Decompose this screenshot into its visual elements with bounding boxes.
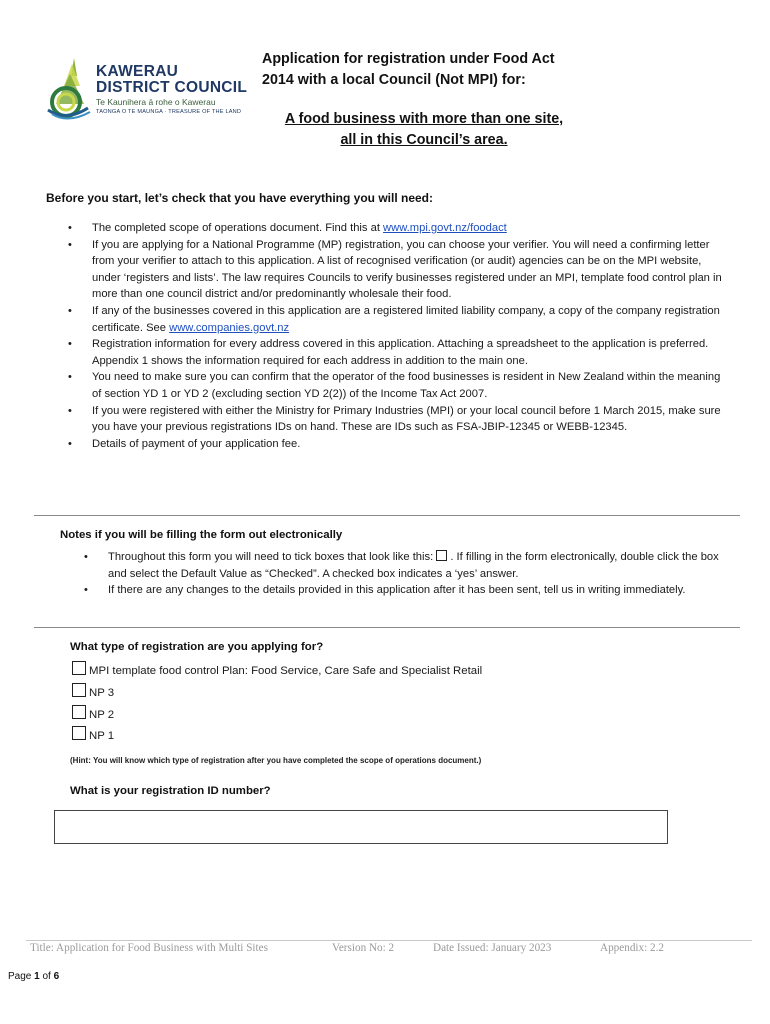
example-checkbox-icon — [436, 550, 447, 561]
option-mpi-template: MPI template food control Plan: Food Service, Care Safe and Specialist Retail — [72, 661, 482, 679]
checklist — [68, 220, 728, 452]
registration-id-heading: What is your registration ID number? — [70, 785, 271, 797]
section-divider — [34, 627, 740, 628]
footer-appendix: Appendix: 2.2 — [600, 942, 665, 954]
logo-tagline: TAONGA O TE MAUNGA · TREASURE OF THE LAND — [96, 109, 242, 115]
checkbox-np3[interactable] — [72, 683, 86, 697]
form-title-line2: 2014 with a local Council (Not MPI) for: — [262, 72, 526, 88]
checkbox-np1[interactable] — [72, 726, 86, 740]
option-np1: NP 1 — [72, 726, 114, 744]
checklist-item: • The completed scope of operations document. Find this at www.mpi.govt.nz/foodact — [68, 222, 507, 234]
registration-id-field[interactable] — [54, 810, 668, 844]
form-subtitle-line1: A food business with more than one site, — [284, 111, 564, 127]
logo-name-line2: DISTRICT COUNCIL — [96, 79, 248, 96]
option-np2: NP 2 — [72, 705, 114, 723]
checkbox-mpi-template[interactable] — [72, 661, 86, 675]
option-np3: NP 3 — [72, 683, 114, 701]
footer-title: Title: Application for Food Business with Multi Sites — [30, 942, 268, 954]
companies-office-link[interactable]: www.companies.govt.nz — [169, 321, 290, 334]
notes-item: • Throughout this form you will need to tick boxes that look like this: . If filling in the form electronically, double click the box and select the Default Value as “Checked”. A checked box indicates a ‘yes’ answer. — [84, 551, 719, 580]
registration-type-heading: What type of registration are you applying for? — [70, 641, 324, 653]
footer-version: Version No: 2 — [332, 942, 395, 954]
registration-hint: (Hint: You will know which type of registration after you have completed the scope of operations document.) — [70, 756, 482, 765]
section-divider — [34, 515, 740, 516]
checklist-item: • If any of the businesses covered in this application are a registered limited liability company, a copy of the company registration certificate. See www.companies.govt.nz — [68, 304, 720, 334]
notes-list — [84, 549, 724, 599]
form-title-line1: Application for registration under Food Act — [262, 51, 555, 67]
checklist-item: • Registration information for every address covered in this application. Attaching a spreadsheet to the application is preferred. Appendix 1 shows the information required for each address in addition to the main one. — [68, 338, 709, 367]
logo-maori-name: Te Kaunihera ā rohe o Kawerau — [96, 97, 216, 107]
mpi-foodact-link[interactable]: www.mpi.govt.nz/foodact — [383, 222, 507, 234]
logo-name-line1: KAWERAU — [96, 63, 179, 80]
checklist-item: • You need to make sure you can confirm that the operator of the food businesses is resident in New Zealand within the meaning of section YD 1 or YD 2 (excluding section YD 2(2)) of the Income Tax Act 2007. — [68, 371, 721, 400]
footer-divider — [26, 940, 752, 941]
checklist-heading: Before you start, let’s check that you have everything you will need: — [46, 191, 433, 205]
notes-item: • If there are any changes to the details provided in this application after it has been sent, tell us in writing immediately. — [84, 584, 686, 597]
page-number: Page 1 of 6 — [8, 971, 60, 982]
checklist-item: • Details of payment of your application fee. — [68, 437, 301, 450]
checkbox-np2[interactable] — [72, 705, 86, 719]
council-emblem-icon — [44, 56, 96, 124]
form-subtitle-line2: all in this Council’s area. — [340, 132, 508, 148]
footer-date: Date Issued: January 2023 — [433, 942, 552, 954]
checklist-item: • If you are applying for a National Programme (MP) registration, you can choose your verifier. You will need a confirming letter from your verifier to attach to this application. A list of recognised verification (or audit) agencies can be on the MPI website, under ‘registers and lists’. The law requires Councils to verify businesses registered under an MPI, template food control plan in more than one council district and/or predominantly wholesale their food. — [68, 238, 722, 301]
checklist-item: • If you were registered with either the Ministry for Primary Industries (MPI) or your local council before 1 March 2015, make sure you have your previous registrations IDs on hand. These are IDs such as FSA-JBIP-12345 or WEBB-12345. — [68, 404, 721, 434]
notes-heading: Notes if you will be filling the form out electronically — [60, 529, 343, 541]
